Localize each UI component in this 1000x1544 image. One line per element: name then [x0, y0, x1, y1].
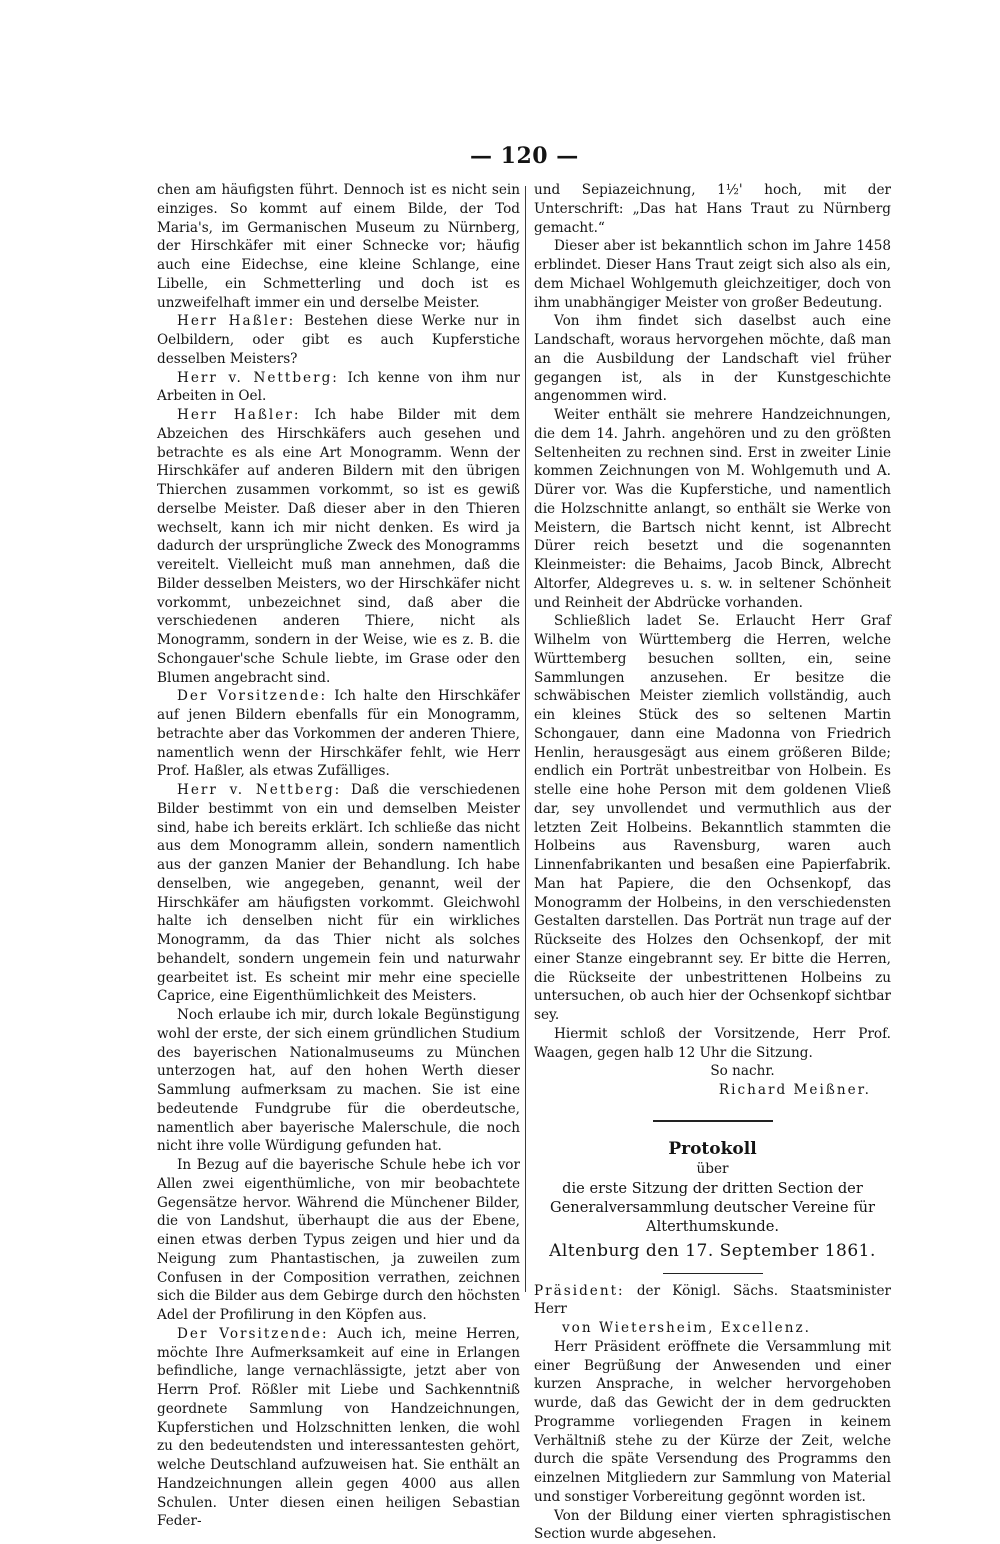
protokoll-ueber: über	[534, 1160, 891, 1179]
paragraph: In Bezug auf die bayerische Schule hebe ich vor Allen zwei eigenthümliche, von mir beobachtete Gegensätze hervor. Während die Münchener Bilder, die von Landshut, überhaupt die aus der Ebene, einen etwas derben Typus zeigen und hier und da Neigung zum Phantastischen, ja zuweilen zum Confusen in der Composition verrathen, zeichnen sich die Bilder aus dem Gebirge durch den höchsten Adel der Profilirung in den Köpfen aus.	[157, 1156, 520, 1325]
paragraph: Noch erlaube ich mir, durch lokale Begünstigung wohl der erste, der sich einem gründlichen Studium des bayerischen Nationalmuseums zu München unterzogen hat, auf den hohen Werth dieser Sammlung aufmerksam zu machen. Sie ist eine bedeutende Fundgrube für die oberdeutsche, namentlich aber bayerische Malerschule, die noch nicht ihre volle Würdigung gefunden hat.	[157, 1006, 520, 1156]
speech-text: Ich kenne von ihm nur Arbeiten in Oel.	[157, 370, 520, 405]
paragraph	[157, 781, 520, 1006]
speech-text: Daß die verschiedenen Bilder bestimmt von ein und demselben Meister sind, habe ich bereits erklärt. Ich schließe das nicht aus dem Monogramm allein, sondern namentlich aus der ganzen Manier der Behandlung. Ich habe denselben, wie angegeben, genannt, weil der Hirschkäfer am häufigsten vorkommt. Gleichwohl halte ich denselben nicht für ein wirkliches Monogramm, da das Thier nicht als solches behandelt, sondern ungemein fein und naturwahr gearbeitet ist. Es scheint mir mehr eine specielle Caprice, eine Eigenthümlichkeit des Meisters.	[157, 782, 520, 1004]
speech-text: Auch ich, meine Herren, möchte Ihre Aufmerksamkeit auf eine in Erlangen befindliche, lange vernachlässigte, jetzt aber von Herrn Prof. Rößler mit Liebe und Sachkenntniß geordnete Sammlung von Handzeichnungen, Kupferstichen und Holzschnitten lenken, die wohl zu den bedeutendsten und interessantesten gehört, welche Deutschland aufzuweisen hat. Sie enthält an Handzeichnungen allein gegen 4000 aus allen Schulen. Unter diesen einen heiligen Sebastian Feder-	[157, 1326, 520, 1530]
speaker-name: Herr Haßler:	[177, 313, 295, 329]
speaker-name: Der Vorsitzende:	[177, 1326, 329, 1342]
column-divider	[525, 186, 526, 1292]
left-column	[157, 181, 520, 1531]
protokoll-place-date: Altenburg den 17. September 1861.	[534, 1239, 891, 1263]
speaker-name: Herr v. Nettberg:	[177, 782, 341, 798]
paragraph: Von der Bildung einer vierten sphragistischen Section wurde abgesehen.	[534, 1507, 891, 1544]
paragraph	[157, 1325, 520, 1531]
section-rule	[653, 1120, 773, 1122]
praesident-line	[534, 1282, 891, 1338]
protokoll-subject: die erste Sitzung der dritten Section der Generalversammlung deutscher Vereine für Alterthumskunde.	[534, 1179, 891, 1236]
paragraph	[157, 406, 520, 687]
paragraph: Herr Präsident eröffnete die Versammlung mit einer Begrüßung der Anwesenden und einer kurzen Ansprache, in welcher hervorgehoben wurde, daß das Gewicht der in dem gedruckten Programme vorliegenden Fragen in keinem Verhältniß stehe zu der Kürze der Zeit, welche durch die späte Versendung des Programms den einzelnen Mitgliedern zur Sammlung von Material und sonstiger Vorbereitung gegönnt worden ist.	[534, 1338, 891, 1507]
paragraph: Schließlich ladet Se. Erlaucht Herr Graf Wilhelm von Württemberg die Herren, welche Württemberg besuchen sollten, ein, seine Sammlungen anzusehen. Er besitze die schwäbischen Meister ziemlich vollständig, auch ein kleines Stück des so seltenen Martin Schongauer, dann eine Madonna von Friedrich Henlin, herausgesägt aus einem größeren Bilde; endlich ein Porträt unbestreitbar von Holbein. Es stelle eine hohe Person mit dem goldenen Vließ dar, sey unvollendet und vermuthlich aus der letzten Zeit Holbeins. Bekanntlich stammten die Holbeins aus Ravensburg, waren auch Linnenfabrikanten und besaßen eine Papierfabrik. Man hat Papiere, die den Ochsenkopf, das Monogramm der Holbeins, in den verschiedensten Gestalten darstellen. Das Porträt nun trage auf der Rückseite des Holzes den Ochsenkopf, der mit einer Stanze eingebrannt sey. Er bitte die Herren, die Rückseite der unbestrittenen Holbeins zu untersuchen, ob auch hier der Ochsenkopf sichtbar sey.	[534, 612, 891, 1025]
speaker-name: Herr Haßler:	[177, 407, 300, 423]
signature-name: Richard Meißner.	[534, 1081, 891, 1100]
page-number: — 120 —	[470, 143, 579, 169]
signoff-line: So nachr.	[534, 1062, 891, 1081]
paragraph: und Sepiazeichnung, 1½' hoch, mit der Unterschrift: „Das hat Hans Traut zu Nürnberg gemacht.“	[534, 181, 891, 237]
paragraph: Hiermit schloß der Vorsitzende, Herr Prof. Waagen, gegen halb 12 Uhr die Sitzung.	[534, 1025, 891, 1063]
protokoll-title: Protokoll	[534, 1138, 891, 1160]
section-rule-thin	[663, 1273, 763, 1274]
paragraph: Dieser aber ist bekanntlich schon im Jahre 1458 erblindet. Dieser Hans Traut zeigt sich also als ein, dem Michael Wohlgemuth gleichzeitiger, doch von ihm unabhängiger Meister von großer Bedeutung.	[534, 237, 891, 312]
right-column	[534, 181, 891, 1544]
paragraph: chen am häufigsten führt. Dennoch ist es nicht sein einziges. So kommt auf einem Bilde, der Tod Maria's, im Germanischen Museum zu Nürnberg, der Hirschkäfer mit einer Schnecke vor; häufig auch eine Eidechse, eine kleine Schlange, eine Libelle, ein Schmetterling und doch ist es unzweifelhaft immer ein und derselbe Meister.	[157, 181, 520, 312]
speaker-name: Herr v. Nettberg:	[177, 370, 339, 386]
paragraph	[157, 687, 520, 781]
paragraph: Von ihm findet sich daselbst auch eine Landschaft, woraus hervorgehen möchte, daß man an die Ausbildung der Landschaft viel früher gegangen ist, als in der Kunstgeschichte angenommen wird.	[534, 312, 891, 406]
praesident-text: der Königl. Sächs. Staatsminister Herr	[534, 1283, 891, 1318]
praesident-name: von Wietersheim, Excellenz.	[534, 1319, 891, 1338]
speaker-name: Der Vorsitzende:	[177, 688, 327, 704]
praesident-label: Präsident:	[534, 1283, 625, 1299]
speech-text: Ich habe Bilder mit dem Abzeichen des Hirschkäfers auch gesehen und betrachte es als eine Art Monogramm. Wenn der Hirschkäfer auf anderen Bildern mit den übrigen Thierchen zusammen vorkommt, so ist es gewiß derselbe Meister. Daß dieser aber in den Thieren wechselt, kann ich mir nicht denken. Es wird ja dadurch der ursprüngliche Zweck des Monogramms vereitelt. Vielleicht muß man annehmen, daß die Bilder desselben Meisters, wo der Hirschkäfer nicht vorkommt, unbezeichnet sind, daß aber die verschiedenen anderen Thiere, nicht als Monogramm, sondern in der Weise, wie es z. B. die Schongauer'sche Schule liebte, im Grase oder den Blumen angebracht sind.	[157, 407, 520, 686]
speech-text: Ich halte den Hirschkäfer auf jenen Bildern ebenfalls für ein Monogramm, betrachte aber das Vorkommen der anderen Thiere, namentlich wenn der Hirschkäfer fehlt, wie Herr Prof. Haßler, als etwas Zufälliges.	[157, 688, 520, 779]
speech-text: Bestehen diese Werke nur in Oelbildern, oder gibt es auch Kupferstiche desselben Meisters?	[157, 313, 520, 367]
paragraph	[157, 312, 520, 368]
paragraph	[157, 369, 520, 407]
paragraph: Weiter enthält sie mehrere Handzeichnungen, die dem 14. Jahrh. angehören und zu den größten Seltenheiten zu rechnen sind. Erst in zweiter Linie kommen Zeichnungen von M. Wohlgemuth und A. Dürer vor. Was die Kupferstiche, und namentlich die Holzschnitte anlangt, so enthält sie Werke von Meistern, die Bartsch nicht kennt, ist Albrecht Dürer reich besetzt und die sogenannten Kleinmeister: die Behaims, Jacob Binck, Albrecht Altorfer, Aldegreves u. s. w. in seltener Schönheit und Reinheit der Abdrücke vorhanden.	[534, 406, 891, 612]
